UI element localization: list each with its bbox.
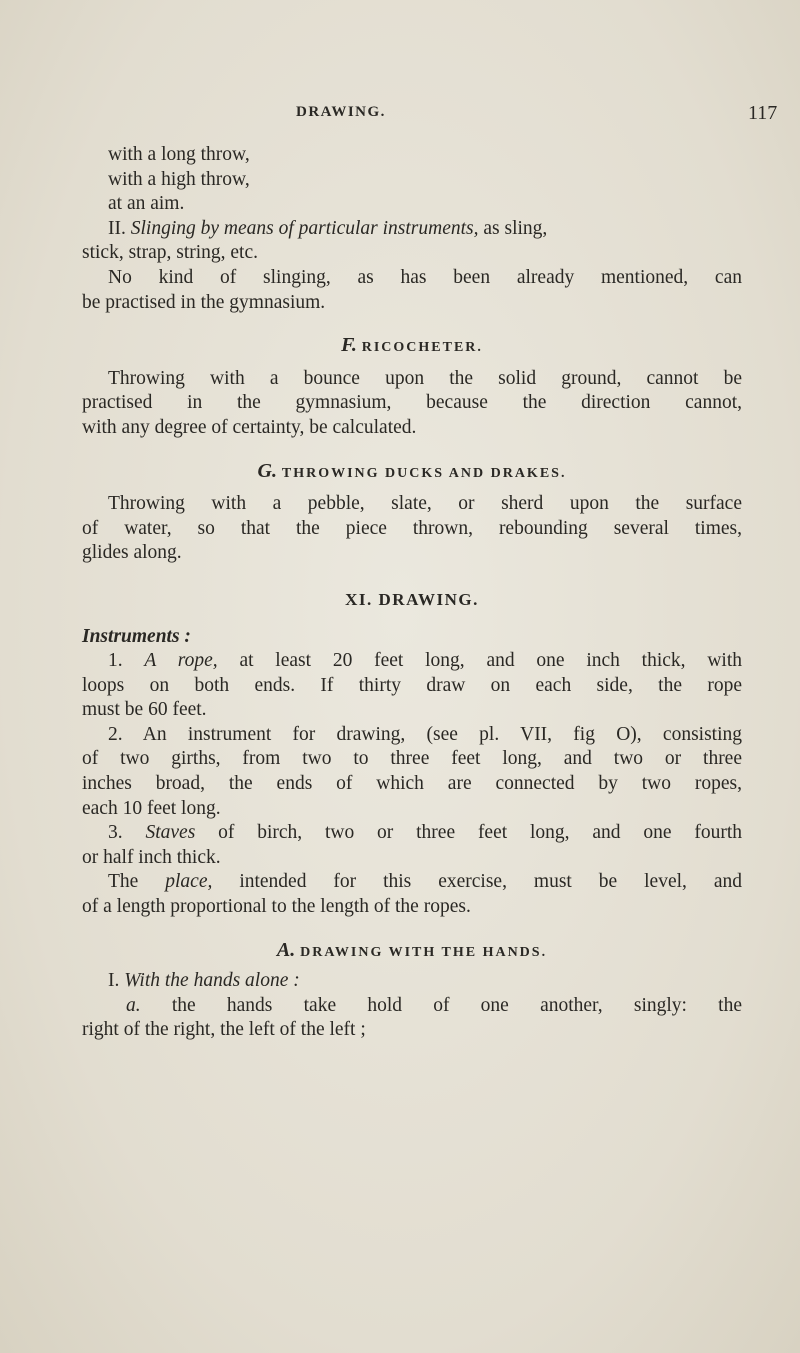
text-line: [82, 649, 742, 674]
item-number: 3.: [108, 822, 146, 844]
subsection-letter: G.: [257, 459, 277, 482]
item-number: I.: [108, 970, 125, 992]
page-header: [0, 104, 800, 128]
italic-term: Staves: [145, 822, 196, 844]
subsection-letter: F.: [341, 334, 357, 357]
subsection-title: RICOCHETER.: [361, 340, 483, 356]
subsection-title: THROWING DUCKS AND DRAKES.: [281, 465, 567, 481]
instruments-heading: Instruments :: [82, 625, 191, 647]
item-number: II.: [108, 217, 131, 239]
text-span: at least 20 feet long, and one inch thick, with: [217, 650, 742, 672]
italic-term: Slinging by means of particular instruments,: [130, 217, 479, 239]
text-line: be practised in the gymnasium.: [82, 291, 326, 313]
text-span: of birch, two or three feet long, and one fourth: [195, 822, 743, 844]
italic-term: A rope,: [144, 650, 218, 672]
subsection-heading-a: [82, 938, 742, 966]
section-title: XI. DRAWING.: [345, 589, 479, 609]
italic-term: With the hands alone :: [124, 970, 300, 992]
text-line: with any degree of certainty, be calculated.: [82, 416, 417, 438]
text-line: [82, 969, 742, 994]
text-line: [82, 217, 742, 242]
item-number: 1.: [108, 650, 145, 672]
text-span: as sling,: [478, 217, 548, 239]
text-line: or half inch thick.: [82, 846, 221, 868]
item-letter: a.: [126, 994, 141, 1016]
body-text: [82, 143, 742, 1043]
text-line: glides along.: [82, 542, 182, 564]
text-line: 2. An instrument for drawing, (see pl. VII, fig O), consisting: [108, 723, 742, 745]
text-line: [82, 821, 742, 846]
text-line: of two girths, from two to three feet long, and two or three: [82, 748, 742, 770]
subsection-letter: A.: [276, 938, 296, 961]
italic-term: place,: [165, 871, 213, 893]
subsection-heading-g: [82, 459, 742, 487]
page-number: 117: [748, 102, 778, 124]
text-line: Throwing with a bounce upon the solid ground, cannot be: [108, 367, 742, 389]
text-line: practised in the gymnasium, because the direction cannot,: [82, 392, 742, 414]
text-line: of water, so that the piece thrown, rebounding several times,: [82, 517, 742, 539]
text-line: [82, 994, 742, 1019]
text-line: Throwing with a pebble, slate, or sherd upon the surface: [108, 493, 742, 515]
text-line: stick, strap, string, etc.: [82, 242, 259, 264]
subsection-heading-f: [82, 333, 742, 361]
running-head: DRAWING.: [296, 104, 386, 120]
text-line: must be 60 feet.: [82, 699, 207, 721]
text-line: [82, 870, 742, 895]
text-span: intended for this exercise, must be level, and: [212, 871, 742, 893]
text-line: right of the right, the left of the left ;: [82, 1019, 366, 1041]
text-line: of a length proportional to the length of the ropes.: [82, 896, 471, 918]
text-span: the hands take hold of one another, singly: the: [140, 994, 742, 1016]
text-line: loops on both ends. If thirty draw on each side, the rope: [82, 674, 742, 696]
text-line: with a long throw,: [108, 144, 250, 165]
text-line: each 10 feet long.: [82, 797, 221, 819]
text-line: with a high throw,: [108, 168, 250, 190]
text-span: The: [108, 871, 166, 893]
text-line: at an aim.: [108, 193, 185, 215]
subsection-title: DRAWING WITH THE HANDS.: [300, 944, 548, 960]
text-line: inches broad, the ends of which are connected by two ropes,: [82, 773, 742, 795]
text-line: No kind of slinging, as has been already mentioned, can: [108, 266, 742, 288]
